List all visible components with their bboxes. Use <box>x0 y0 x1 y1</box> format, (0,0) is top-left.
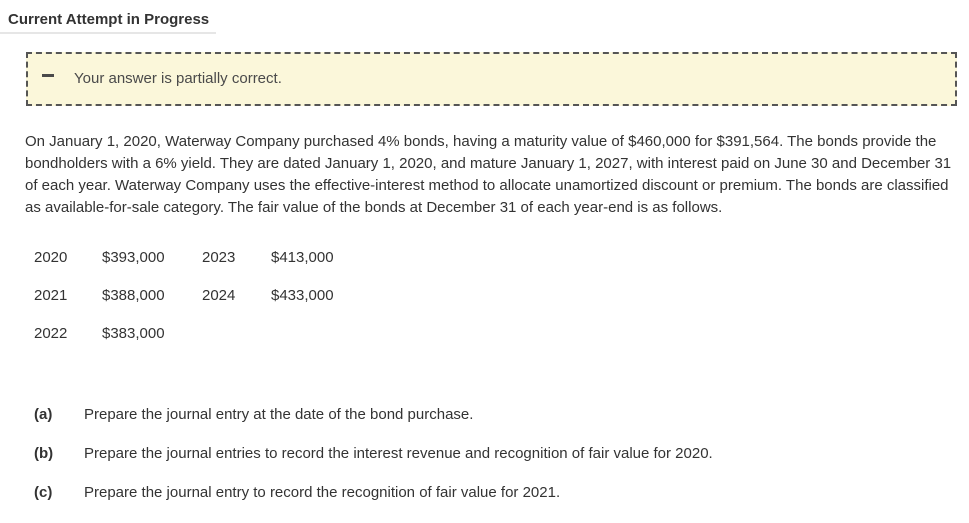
task-letter: (a) <box>34 406 53 423</box>
fair-value-year: 2021 <box>34 287 68 304</box>
page-title: Current Attempt in Progress <box>8 11 210 28</box>
attempt-header <box>0 0 216 34</box>
task-letter: (c) <box>34 484 53 501</box>
task-text: Prepare the journal entry to record the recognition of fair value for 2021. <box>84 484 561 501</box>
feedback-banner <box>26 52 957 106</box>
feedback-message: Your answer is partially correct. <box>74 70 282 87</box>
fair-value-amount: $388,000 <box>102 287 165 304</box>
task-text: Prepare the journal entry at the date of the bond purchase. <box>84 406 474 423</box>
fair-value-amount: $433,000 <box>271 287 334 304</box>
fair-value-amount: $383,000 <box>102 325 165 342</box>
task-text: Prepare the journal entries to record the interest revenue and recognition of fair value for 2020. <box>84 445 713 462</box>
fair-value-year: 2020 <box>34 249 68 266</box>
task-letter: (b) <box>34 445 54 462</box>
fair-value-year: 2022 <box>34 325 68 342</box>
fair-value-amount: $413,000 <box>271 249 334 266</box>
fair-value-year: 2023 <box>202 249 236 266</box>
minus-icon <box>42 74 54 77</box>
problem-statement: On January 1, 2020, Waterway Company purchased 4% bonds, having a maturity value of $460,000 for $391,564. The bonds provide the bondholders with a 6% yield. They are dated January 1, 2020, and mature January 1, 2027, with interest paid on June 30 and December 31 of each year. Waterway Company uses the effective-interest method to allocate unamortized discount or premium. The bonds are classified as available-for-sale category. The fair value of the bonds at December 31 of each year-end is as follows. <box>25 133 952 216</box>
fair-value-amount: $393,000 <box>102 249 165 266</box>
fair-value-year: 2024 <box>202 287 236 304</box>
